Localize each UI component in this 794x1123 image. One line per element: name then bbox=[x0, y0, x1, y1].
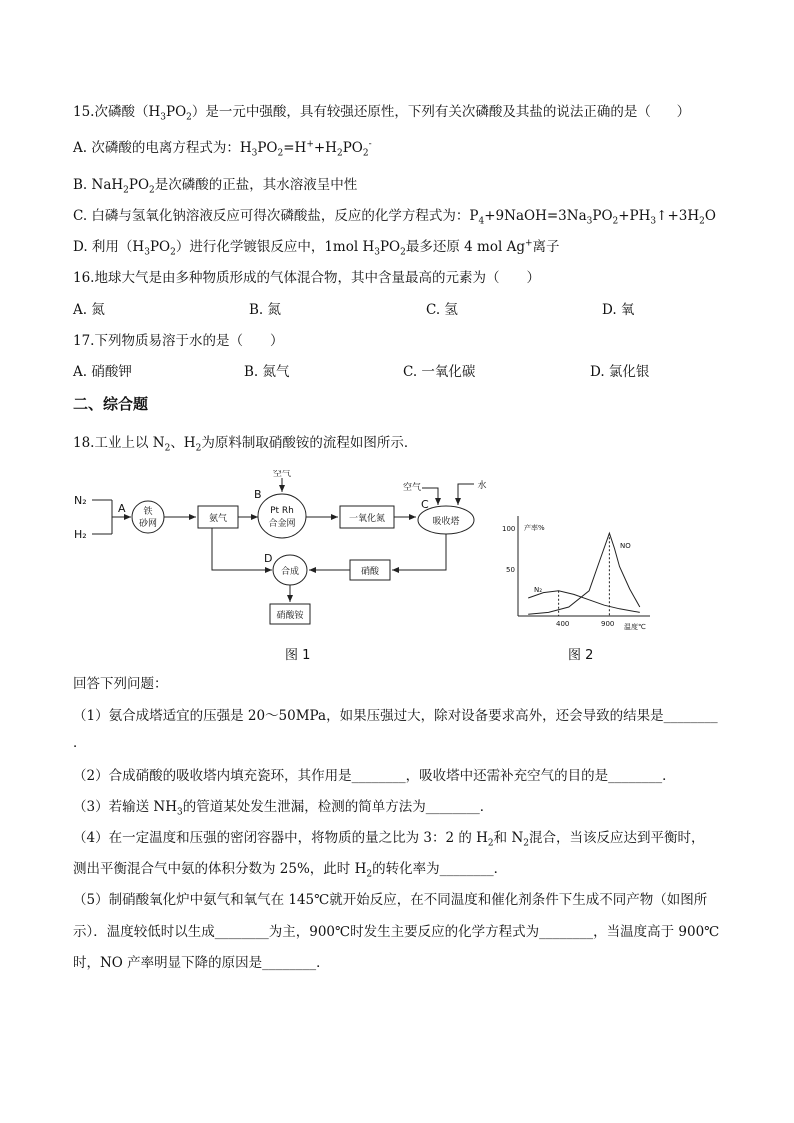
q15-stem: 15.次磷酸$(H_3PO_2)$是一元中强酸，具有较强还原性，下列有关次磷酸及其盐的说法正确的是（ ） bbox=[73, 104, 691, 123]
q15-option-d: D. 利用$(H_3PO_2)$进行化学镀银反应中，1mol $H_3PO_2$最多还原 4 mol Ag+离子 bbox=[73, 238, 560, 258]
figure2-chart bbox=[500, 508, 660, 634]
fig1-n2-label: N₂ bbox=[74, 494, 87, 507]
q16-stem: 16.地球大气是由多种物质形成的气体混合物，其中含量最高的元素为（ ） bbox=[73, 270, 540, 286]
q18-answer-intro: 回答下列问题： bbox=[73, 676, 168, 692]
q18-part3: （3）若输送 $NH_3$的管道某处发生泄漏，检测的简单方法为________． bbox=[73, 799, 494, 818]
q18-part5-line3: 时，NO 产率明显下降的原因是________． bbox=[73, 955, 330, 971]
q18-part4-line2: 测出平衡混合气中氨的体积分数为 25%，此时 $H_2$的转化率为________． bbox=[73, 861, 508, 880]
fig1-product-box: 硝酸铵 bbox=[276, 611, 304, 621]
q18-stem: 18.工业上以 $N_2$、$H_2$为原料制取硝酸铵的流程如图所示． bbox=[73, 435, 418, 454]
q17-option-b: B. 氮气 bbox=[244, 364, 290, 380]
q16-option-c: C. 氢 bbox=[426, 302, 458, 318]
chart2-series-n2-line bbox=[528, 591, 640, 613]
fig1-absorber: 吸收塔 bbox=[432, 517, 460, 527]
q16-option-a: A. 氮 bbox=[73, 302, 105, 318]
section-title: 二、综合题 bbox=[73, 395, 149, 413]
chart2-xtick-400: 400 bbox=[556, 620, 570, 628]
q17-stem: 17.下列物质易溶于水的是（ ） bbox=[73, 333, 284, 349]
fig1-ptrh-bottom: 合金网 bbox=[268, 519, 296, 529]
fig1-nitric-box: 硝酸 bbox=[360, 567, 380, 577]
q15-option-c: C. 白磷与氢氧化钠溶液反应可得次磷酸盐，反应的化学方程式为：$P_4+9NaOH=3Na_3PO_2+PH_3↑+3H_2O$ bbox=[73, 208, 716, 227]
chart2-label-n2: N₂ bbox=[534, 586, 543, 594]
fig1-h2-label: H₂ bbox=[74, 528, 87, 541]
q15-option-b: B. $NaH_2PO_2$是次磷酸的正盐，其水溶液呈中性 bbox=[73, 177, 358, 196]
q18-part1: （1）氨合成塔适宜的压强是 20～50MPa，如果压强过大，除对设备要求高外，还会导致的结果是________ bbox=[73, 708, 718, 724]
q18-part2: （2）合成硝酸的吸收塔内填充瓷环，其作用是________，吸收塔中还需补充空气的目的是________． bbox=[73, 768, 676, 784]
q18-part5-line1: （5）制硝酸氧化炉中氨气和氧气在 145℃就开始反应，在不同温度和催化剂条件下生成不同产物（如图所 bbox=[73, 892, 708, 908]
fig1-air-b: 空气 bbox=[272, 470, 292, 479]
fig1-a-label: A bbox=[118, 502, 126, 515]
fig1-d-label: D bbox=[264, 552, 273, 565]
fig1-iron-top: 铁 bbox=[143, 507, 153, 517]
figure1-flowchart bbox=[70, 470, 490, 630]
q18-part1-end: ． bbox=[73, 735, 87, 751]
q17-option-a: A. 硝酸钾 bbox=[73, 364, 132, 380]
chart2-label-no: NO bbox=[620, 542, 631, 550]
q15-option-a: A. 次磷酸的电离方程式为：$H_3PO_2=H^++H_2PO_2^-$ bbox=[73, 139, 372, 159]
fig1-b-label: B bbox=[254, 488, 262, 501]
chart2-xlabel: 温度℃ bbox=[624, 623, 646, 631]
fig1-c-label: C bbox=[421, 498, 429, 511]
figure1-caption: 图 1 bbox=[285, 648, 311, 663]
chart2-ytick-100: 100 bbox=[502, 525, 516, 533]
chart2-xtick-900: 900 bbox=[601, 620, 615, 628]
fig1-synth: 合成 bbox=[280, 567, 300, 577]
fig1-no-box: 一氧化氮 bbox=[348, 514, 386, 524]
q16-option-d: D. 氧 bbox=[602, 302, 635, 318]
fig1-ammonia-box: 氨气 bbox=[208, 514, 228, 524]
q18-part4-line1: （4）在一定温度和压强的密闭容器中，将物质的量之比为 3：2 的 $H_2$和 $N_2$混合，当该反应达到平衡时， bbox=[73, 830, 705, 849]
q18-part5-line2: 示）．温度较低时以生成________为主，900℃时发生主要反应的化学方程式为________，当温度高于 900℃ bbox=[73, 924, 720, 940]
chart2-ylabel: 产率% bbox=[524, 524, 545, 532]
q17-option-c: C. 一氧化碳 bbox=[403, 364, 476, 380]
fig1-air-c: 空气 bbox=[402, 483, 422, 493]
fig1-ptrh-top: Pt Rh bbox=[270, 506, 294, 516]
figure2-caption: 图 2 bbox=[568, 648, 594, 663]
fig1-iron-bottom: 砂网 bbox=[138, 519, 158, 529]
q16-option-b: B. 氮 bbox=[249, 302, 282, 318]
q17-option-d: D. 氯化银 bbox=[590, 364, 650, 380]
chart2-ytick-50: 50 bbox=[506, 566, 515, 574]
fig1-water: 水 bbox=[477, 481, 487, 491]
